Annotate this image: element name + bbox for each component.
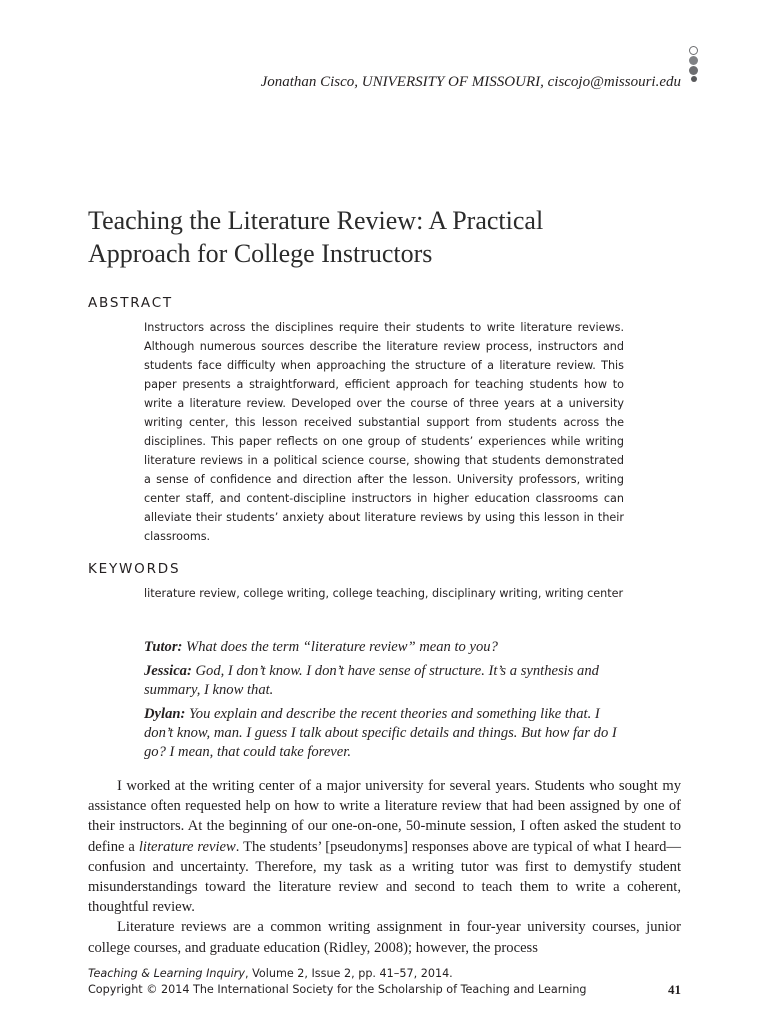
dialogue-line bbox=[144, 705, 628, 762]
footer-copyright: Copyright © 2014 The International Society for the Scholarship of Teaching and Learning bbox=[88, 983, 587, 996]
citation-details: , Volume 2, Issue 2, pp. 41–57, 2014. bbox=[245, 967, 453, 980]
footer-citation bbox=[88, 966, 681, 982]
dialogue-line bbox=[144, 662, 628, 700]
dot-icon bbox=[689, 56, 698, 65]
body-paragraph bbox=[88, 776, 681, 917]
dialogue-speaker: Jessica: bbox=[144, 663, 192, 679]
dialogue-block bbox=[144, 638, 628, 767]
body-text bbox=[88, 776, 681, 958]
dot-icon bbox=[689, 46, 698, 55]
decorative-dots bbox=[689, 46, 701, 83]
dialogue-speaker: Dylan: bbox=[144, 706, 186, 722]
dot-icon bbox=[691, 76, 697, 82]
journal-name: Teaching & Learning Inquiry bbox=[88, 967, 245, 980]
page-footer bbox=[88, 966, 681, 998]
keywords-text: literature review, college writing, college teaching, disciplinary writing, writing center bbox=[144, 587, 624, 600]
body-text-run: . The students’ [pseudonyms] responses above are typical of what I heard—confusion and uncertainty. Therefore, my task as a writing tutor was first to demystify student misunderstandings toward the literature review and second to teach them to write a coherent, thoughtful review. bbox=[88, 838, 681, 916]
dialogue-speaker: Tutor: bbox=[144, 639, 183, 655]
abstract-text: Instructors across the disciplines require their students to write literature reviews. Although numerous sources describe the literature review process, instructors and students face difficulty when approaching the structure of a literature review. This paper presents a straightforward, efficient approach for teaching students how to write a literature review. Developed over the course of three years at a university writing center, this lesson received substantial support from students across the disciplines. This paper reflects on one group of students’ experiences while writing literature reviews in a political science course, showing that students demonstrated a sense of confidence and direction after the lesson. University professors, writing center staff, and content-discipline instructors in higher education classrooms can alleviate their students’ anxiety about literature reviews by using this lesson in their classrooms. bbox=[144, 321, 624, 543]
dialogue-text: You explain and describe the recent theories and something like that. I don’t know, man. I guess I talk about specific details and things. But how far do I go? I mean, that could take forever. bbox=[144, 706, 617, 760]
dialogue-text: What does the term “literature review” mean to you? bbox=[186, 639, 498, 655]
page-number: 41 bbox=[668, 982, 681, 997]
paper-title: Teaching the Literature Review: A Practical Approach for College Instructors bbox=[88, 206, 544, 268]
body-emphasis: literature review bbox=[138, 838, 236, 855]
keywords-heading: KEYWORDS bbox=[88, 561, 181, 577]
author-line: Jonathan Cisco, UNIVERSITY OF MISSOURI, ciscojo@missouri.edu bbox=[260, 74, 681, 90]
dialogue-line bbox=[144, 638, 628, 657]
dot-icon bbox=[689, 66, 698, 75]
body-text-run: I worked at the writing center of a major university for several years. Students who sought my assistance often requested help on how to write a literature review that had been assigned by one of their instructors. At the beginning of our one-on-one, 50-minute session, I often asked the student to define a bbox=[88, 778, 681, 855]
abstract-heading: ABSTRACT bbox=[88, 295, 173, 311]
body-paragraph: Literature reviews are a common writing assignment in four-year university courses, junior college courses, and graduate education (Ridley, 2008); however, the process bbox=[88, 919, 681, 956]
dialogue-text: God, I don’t know. I don’t have sense of structure. It’s a synthesis and summary, I know that. bbox=[144, 663, 599, 698]
